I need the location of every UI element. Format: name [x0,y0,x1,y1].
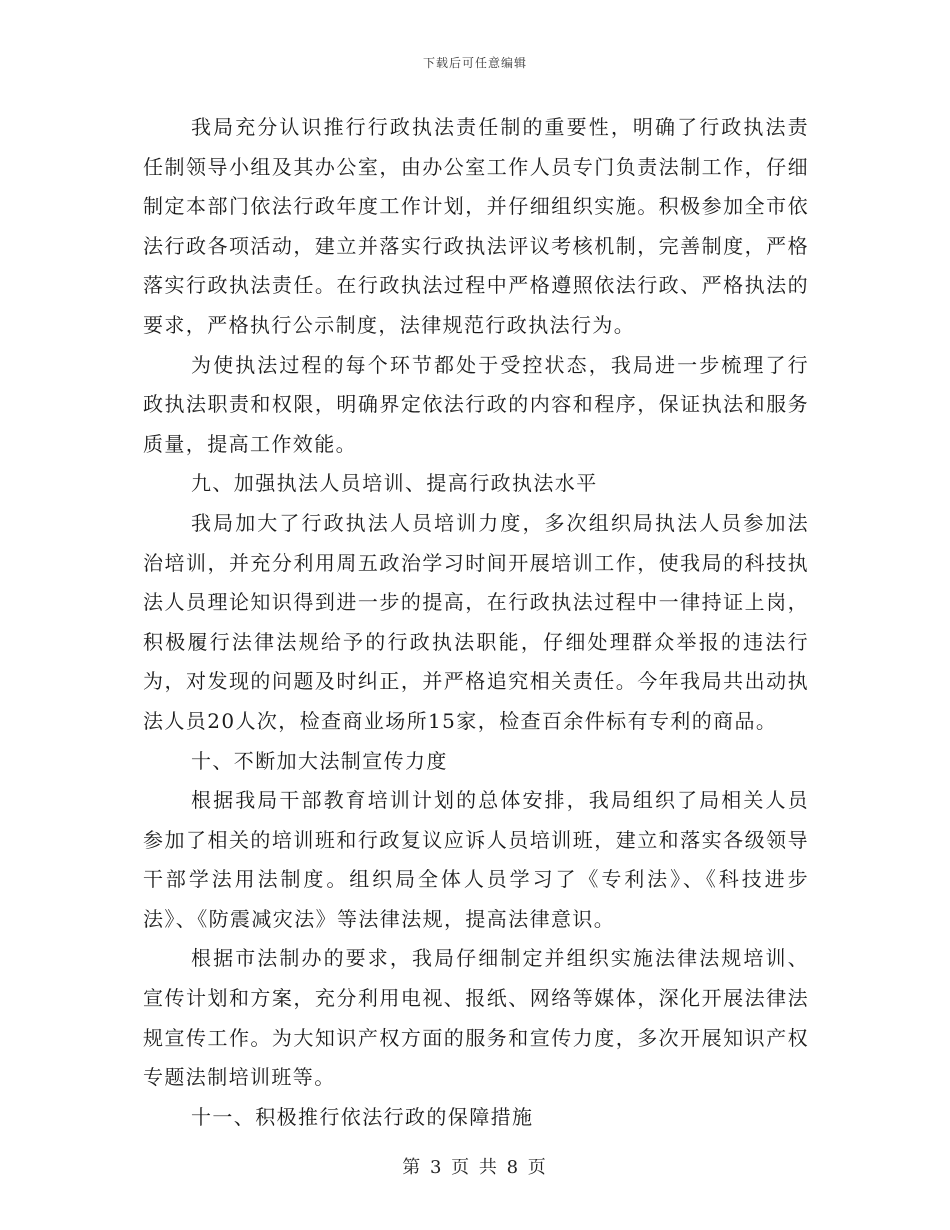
body-paragraph: 我局加大了行政执法人员培训力度，多次组织局执法人员参加法治培训，并充分利用周五政治学习时间开展培训工作，使我局的科技执法人员理论知识得到进一步的提高，在行政执法过程中一律持证上岗，积极履行法律法规给予的行政执法职能，仔细处理群众举报的违法行为，对发现的问题及时纠正，并严格追究相关责任。今年我局共出动执法人员20人次，检查商业场所15家，检查百余件标有专利的商品。 [143,510,809,733]
page-number: 第 3 页 共 8 页 [402,1157,548,1178]
page-header-note: 下载后可任意编辑 [422,56,527,70]
section-heading: 十、不断加大法制宣传力度 [191,748,448,773]
body-paragraph: 根据我局干部教育培训计划的总体安排，我局组织了局相关人员参加了相关的培训班和行政复议应诉人员培训班，建立和落实各级领导干部学法用法制度。组织局全体人员学习了《专利法》、《科技进步法》、《防震减灾法》等法律法规，提高法律意识。 [143,788,809,931]
body-paragraph: 根据市法制办的要求，我局仔细制定并组织实施法律法规培训、宣传计划和方案，充分利用电视、报纸、网络等媒体，深化开展法律法规宣传工作。为大知识产权方面的服务和宣传力度，多次开展知识产权专题法制培训班等。 [143,946,809,1090]
body-paragraph: 为使执法过程的每个环节都处于受控状态，我局进一步梳理了行政执法职责和权限，明确界定依法行政的内容和程序，保证执法和服务质量，提高工作效能。 [143,352,809,456]
document-body [143,108,809,1137]
body-paragraph: 我局充分认识推行行政执法责任制的重要性，明确了行政执法责任制领导小组及其办公室，由办公室工作人员专门负责法制工作，仔细制定本部门依法行政年度工作计划，并仔细组织实施。积极参加全市依法行政各项活动，建立并落实行政执法评议考核机制，完善制度，严格落实行政执法责任。在行政执法过程中严格遵照依法行政、严格执法的要求，严格执行公示制度，法律规范行政执法行为。 [143,115,809,337]
section-heading: 十一、积极推行依法行政的保障措施 [191,1104,534,1129]
section-heading: 九、加强执法人员培训、提高行政执法水平 [191,471,598,496]
